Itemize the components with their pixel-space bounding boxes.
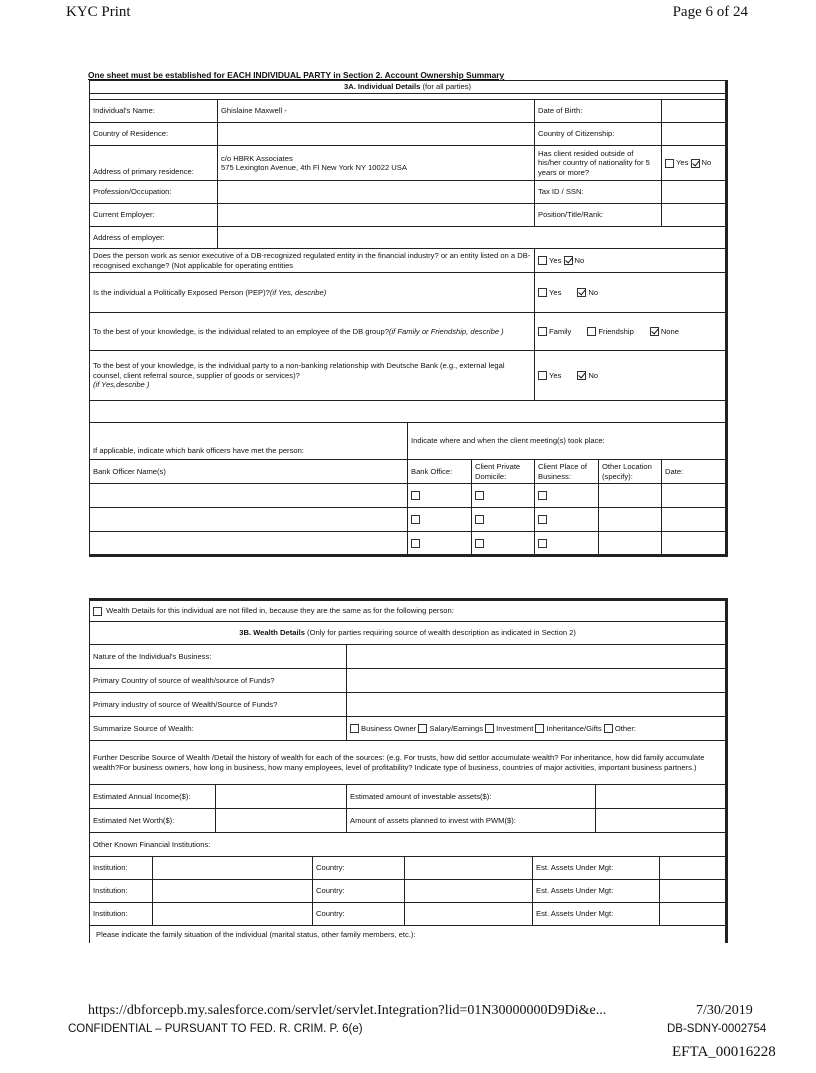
checkbox-empty-icon: [411, 515, 420, 524]
wealth-industry-label: Primary industry of source of Wealth/Source of Funds?: [90, 693, 347, 717]
wealth-country-label: Primary Country of source of wealth/source of Funds?: [90, 669, 347, 693]
citizenship-label: Country of Citizenship:: [535, 123, 662, 146]
pep-options: Yes No: [535, 273, 727, 313]
source-url: https://dbforcepb.my.salesforce.com/servlet/servlet.Integration?lid=01N30000000D9Di&e...: [88, 1003, 607, 1018]
print-date: 7/30/2019: [696, 1003, 753, 1018]
efta-number: EFTA_00016228: [672, 1044, 776, 1060]
checkbox-empty-icon: [538, 256, 547, 265]
client-business-header: Client Place of Business:: [535, 460, 599, 484]
checkbox-empty-icon: [604, 724, 613, 733]
checkbox-empty-icon: [538, 327, 547, 336]
checkbox-empty-icon: [411, 491, 420, 500]
profession-field: [218, 181, 535, 204]
checkbox-empty-icon: [538, 288, 547, 297]
related-employee-question: To the best of your knowledge, is the individual related to an employee of the DB group?(if Family or Friendship, describe ): [90, 313, 535, 351]
net-worth-field: [216, 809, 347, 833]
wealth-country-field: [347, 669, 727, 693]
spacer-row: [90, 401, 727, 423]
instruction-heading: One sheet must be established for EACH INDIVIDUAL PARTY in Section 2. Account Ownership Summary: [88, 70, 505, 80]
investable-assets-label: Estimated amount of investable assets($):: [347, 785, 596, 809]
checkbox-empty-icon: [535, 724, 544, 733]
business-nature-field: [347, 645, 727, 669]
checkbox-empty-icon: [587, 327, 596, 336]
client-domicile-header: Client Private Domicile:: [472, 460, 535, 484]
business-nature-label: Nature of the Individual's Business:: [90, 645, 347, 669]
checkbox-empty-icon: [538, 539, 547, 548]
section-3b-title: 3B. Wealth Details (Only for parties requiring source of wealth description as indicated in Section 2): [90, 622, 727, 645]
position-label: Position/Title/Rank:: [535, 204, 662, 227]
other-location-header: Other Location (specify):: [599, 460, 662, 484]
dob-label: Date of Birth:: [535, 100, 662, 123]
residence-label: Country of Residence:: [90, 123, 218, 146]
resided-outside-question: Has client resided outside of his/her country of nationality for 5 years or more?: [535, 146, 662, 181]
checkbox-empty-icon: [538, 491, 547, 500]
employer-address-label: Address of employer:: [90, 227, 218, 249]
meeting-row: [90, 532, 727, 556]
institution-row: Institution: Country: Est. Assets Under Mgt:: [90, 857, 727, 880]
family-situation-label: Please indicate the family situation of the individual (marital status, other family members, etc.):: [90, 926, 727, 943]
senior-executive-options: Yes No: [535, 249, 727, 273]
meeting-row: [90, 484, 727, 508]
other-institutions-label: Other Known Financial Institutions:: [90, 833, 727, 857]
institution-row: Institution: Country: Est. Assets Under Mgt:: [90, 880, 727, 903]
checkbox-empty-icon: [485, 724, 494, 733]
profession-label: Profession/Occupation:: [90, 181, 218, 204]
taxid-label: Tax ID / SSN:: [535, 181, 662, 204]
name-value: Ghislaine Maxwell -: [218, 100, 535, 123]
checkbox-checked-icon: [564, 256, 573, 265]
meeting-question: Indicate where and when the client meeting(s) took place:: [408, 423, 727, 460]
officers-question: If applicable, indicate which bank officers have met the person:: [90, 423, 408, 460]
further-describe-text: Further Describe Source of Wealth /Detail the history of wealth for each of the sources: (e.g. For trusts, how did settlor accumulate wealth? For inheritance, how did family accumulate wealth?For business owners, how long in business, how many employees, level of profitability? Indicate type of business, countries of major activities, important business partners.): [90, 741, 727, 785]
checkbox-empty-icon: [411, 539, 420, 548]
taxid-field: [662, 181, 727, 204]
residence-field: [218, 123, 535, 146]
employer-label: Current Employer:: [90, 204, 218, 227]
senior-executive-question: Does the person work as senior executive of a DB-recognized regulated entity in the financial industry? or an entity listed on a DB-recognised exchange? (Not applicable for operating entities: [90, 249, 535, 273]
resided-outside-options: Yes No: [662, 146, 727, 181]
pwm-assets-field: [596, 809, 727, 833]
officer-name-header: Bank Officer Name(s): [90, 460, 408, 484]
checkbox-empty-icon: [475, 515, 484, 524]
summarize-wealth-label: Summarize Source of Wealth:: [90, 717, 347, 741]
checkbox-empty-icon: [418, 724, 427, 733]
name-label: Individual's Name:: [90, 100, 218, 123]
individual-details-table: [89, 80, 728, 557]
checkbox-empty-icon: [93, 607, 102, 616]
net-worth-label: Estimated Net Worth($):: [90, 809, 216, 833]
checkbox-empty-icon: [538, 515, 547, 524]
pwm-assets-label: Amount of assets planned to invest with PWM($):: [347, 809, 596, 833]
checkbox-empty-icon: [538, 371, 547, 380]
checkbox-empty-icon: [475, 539, 484, 548]
checkbox-empty-icon: [665, 159, 674, 168]
checkbox-checked-icon: [577, 371, 586, 380]
section-3a-title: 3A. Individual Details (for all parties): [90, 81, 727, 94]
non-banking-question: To the best of your knowledge, is the individual party to a non-banking relationship with Deutsche Bank (e.g., external legal counsel, client referral source, supplier of goods or services)? (if Yes,describe ): [90, 351, 535, 401]
non-banking-options: Yes No: [535, 351, 727, 401]
same-as-row: Wealth Details for this individual are not filled in, because they are the same as for the following person:: [90, 600, 727, 622]
wealth-industry-field: [347, 693, 727, 717]
citizenship-field: [662, 123, 727, 146]
print-header-title: KYC Print: [66, 4, 131, 20]
address-label: Address of primary residence:: [90, 146, 218, 181]
pep-question: Is the individual a Politically Exposed Person (PEP)?(if Yes, describe): [90, 273, 535, 313]
position-field: [662, 204, 727, 227]
page-number: Page 6 of 24: [672, 4, 748, 20]
address-value: c/o HBRK Associates 575 Lexington Avenue, 4th Fl New York NY 10022 USA: [218, 146, 535, 181]
checkbox-empty-icon: [475, 491, 484, 500]
meeting-row: [90, 508, 727, 532]
checkbox-checked-icon: [650, 327, 659, 336]
investable-assets-field: [596, 785, 727, 809]
checkbox-checked-icon: [577, 288, 586, 297]
annual-income-label: Estimated Annual Income($):: [90, 785, 216, 809]
related-employee-options: Family Friendship None: [535, 313, 727, 351]
employer-address-field: [218, 227, 727, 249]
summarize-wealth-options: Business Owner Salary/Earnings Investment Inheritance/Gifts Other:: [347, 717, 727, 741]
dob-field: [662, 100, 727, 123]
checkbox-empty-icon: [350, 724, 359, 733]
annual-income-field: [216, 785, 347, 809]
wealth-details-table: [89, 598, 728, 943]
date-header: Date:: [662, 460, 727, 484]
institution-row: Institution: Country: Est. Assets Under Mgt:: [90, 903, 727, 926]
bank-office-header: Bank Office:: [408, 460, 472, 484]
employer-field: [218, 204, 535, 227]
confidential-notice: CONFIDENTIAL – PURSUANT TO FED. R. CRIM. P. 6(e): [68, 1023, 363, 1035]
bates-number: DB-SDNY-0002754: [667, 1023, 767, 1035]
checkbox-checked-icon: [691, 159, 700, 168]
